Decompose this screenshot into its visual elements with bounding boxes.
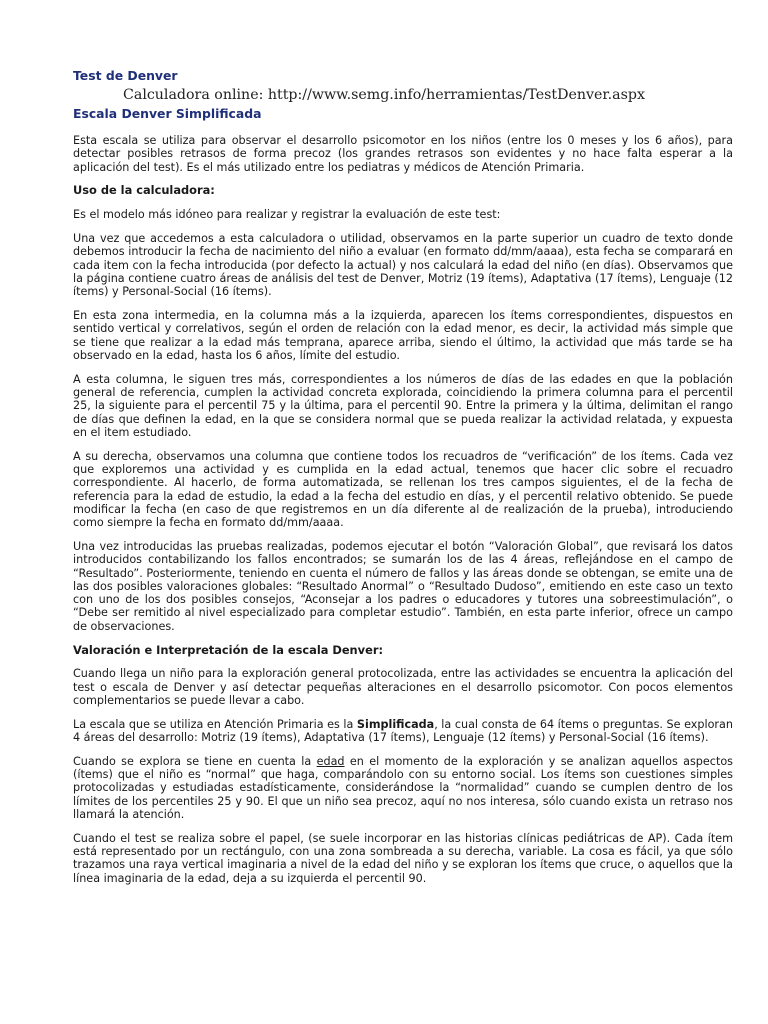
section-heading-valoracion: Valoración e Interpretación de la escala Denver: xyxy=(73,642,383,657)
uso-paragraph-5: A su derecha, observamos una columna que contiene todos los recuadros de “verificación” de los ítems. Cada vez que exploremos una actividad y es cumplida en la edad actual, tenemos que hacer clic sobre el recuadro correspondiente. Al hacerlo, de forma automatizada, se rellenan los tres campos siguientes, el de la fecha de referencia para la edad de estudio, la edad a la fecha del estudio en días, y el percentil relativo obtenido. Se puede modificar la fecha (en caso de que registremos en un día diferente al de realización de la prueba), introduciendo como siempre la fecha en formato dd/mm/aaaa. xyxy=(73,449,733,530)
document-title: Test de Denver xyxy=(73,68,178,83)
calculator-url-line: Calculadora online: http://www.semg.info/herramientas/TestDenver.aspx xyxy=(123,87,645,103)
section-heading-uso: Uso de la calculadora: xyxy=(73,183,215,198)
valoracion-paragraph-3 xyxy=(73,755,733,821)
valoracion-paragraph-1: Cuando llega un niño para la exploración general protocolizada, entre las actividades se encuentra la aplicación del test o escala de Denver y así detectar pequeñas alteraciones en el desarrollo psicomotor. Con pocos elementos complementarios se puede llevar a cabo. xyxy=(73,667,733,707)
intro-paragraph: Esta escala se utiliza para observar el desarrollo psicomotor en los niños (entre los 0 meses y los 6 años), para detectar posibles retrasos de forma precoz (los grandes retrasos son evidentes y no hace falta esperar a la aplicación del test). Es el más utilizado entre los pediatras y médicos de Atención Primaria. xyxy=(73,134,733,174)
uso-paragraph-2: Una vez que accedemos a esta calculadora o utilidad, observamos en la parte superior un cuadro de texto donde debemos introducir la fecha de nacimiento del niño a evaluar (en formato dd/mm/aaaa), esta fecha se comparará en cada item con la fecha introducida (por defecto la actual) y nos calculará la edad del niño (en días). Observamos que la página contiene cuatro áreas de análisis del test de Denver, Motriz (19 ítems), Adaptativa (17 ítems), Lenguaje (12 ítems) y Personal-Social (16 ítems). xyxy=(73,231,733,299)
uso-paragraph-4: A esta columna, le siguen tres más, correspondientes a los números de días de las edades en que la población general de referencia, cumplen la actividad concreta explorada, coincidiendo la primera columna para el percentil 25, la siguiente para el percentil 75 y la última, para el percentil 90. Entre la primera y la última, delimitan el rango de días que definen la edad, en la que se considera normal que se pueda realizar la actividad relatada, y expuesta en el item estudiado. xyxy=(73,372,733,439)
underlined-term-edad: edad xyxy=(316,754,345,768)
text-run: La escala que se utiliza en Atención Primaria es la xyxy=(73,717,357,731)
text-run: Cuando se explora se tiene en cuenta la xyxy=(73,754,317,768)
bold-term-simplificada: Simplificada xyxy=(356,717,435,731)
uso-paragraph-1: Es el modelo más idóneo para realizar y registrar la evaluación de este test: xyxy=(73,208,501,222)
uso-paragraph-6: Una vez introducidas las pruebas realizadas, podemos ejecutar el botón “Valoración Global”, que revisará los datos introducidos contabilizando los fallos encontrados; se sumarán los de las 4 áreas, reflejándose en el campo de “Resultado”. Posteriormente, teniendo en cuenta el número de fallos y las áreas donde se obtengan, se emite una de las dos posibles valoraciones globales: “Resultado Anormal” o “Resultado Dudoso”, emitiendo en este caso un texto con uno de los dos posibles consejos, “Aconsejar a los padres o educadores y tutores una sobreestimulación”, o “Debe ser remitido al nivel especializado para completar estudio”. También, en esta parte inferior, ofrece un campo de observaciones. xyxy=(73,539,733,633)
document-page xyxy=(73,68,733,895)
valoracion-paragraph-2 xyxy=(73,718,733,745)
text-run: en el momento de la exploración y se analizan aquellos aspectos (ítems) que el niño es “normal” que haga, comparándolo con su entorno social. Los ítems son cuestiones simples protocolizadas y estudiadas estadísticamente, considerándose la “normalidad” cuando se cumplen dentro de los límites de los percentiles 25 y 90. El que un niño sea precoz, aquí no nos interesa, sólo cuando exista un retraso nos llamará la atención. xyxy=(73,754,733,821)
text-run: , la cual consta de 64 ítems o preguntas. Se exploran 4 áreas del desarrollo: Motriz (19 ítems), Adaptativa (17 ítems), Lenguaje (12 ítems) y Personal-Social (16 ítems). xyxy=(73,717,733,744)
uso-paragraph-3: En esta zona intermedia, en la columna más a la izquierda, aparecen los ítems correspondientes, dispuestos en sentido vertical y correlativos, según el orden de relación con la edad menor, es decir, la actividad más simple que se tiene que realizar a la edad más temprana, aparece arriba, siendo el último, la actividad que más tarde se ha observado en la edad, hasta los 6 años, límite del estudio. xyxy=(73,308,733,362)
document-subtitle: Escala Denver Simplificada xyxy=(73,106,262,121)
valoracion-paragraph-4: Cuando el test se realiza sobre el papel, (se suele incorporar en las historias clínicas pediátricas de AP). Cada ítem está representado por un rectángulo, con una zona sombreada a su derecha, variable. La cosa es fácil, ya que sólo trazamos una raya vertical imaginaria a nivel de la edad del niño y se exploran los ítems que cruce, o aquellos que la línea imaginaria de la edad, deja a su izquierda el percentil 90. xyxy=(73,831,733,885)
